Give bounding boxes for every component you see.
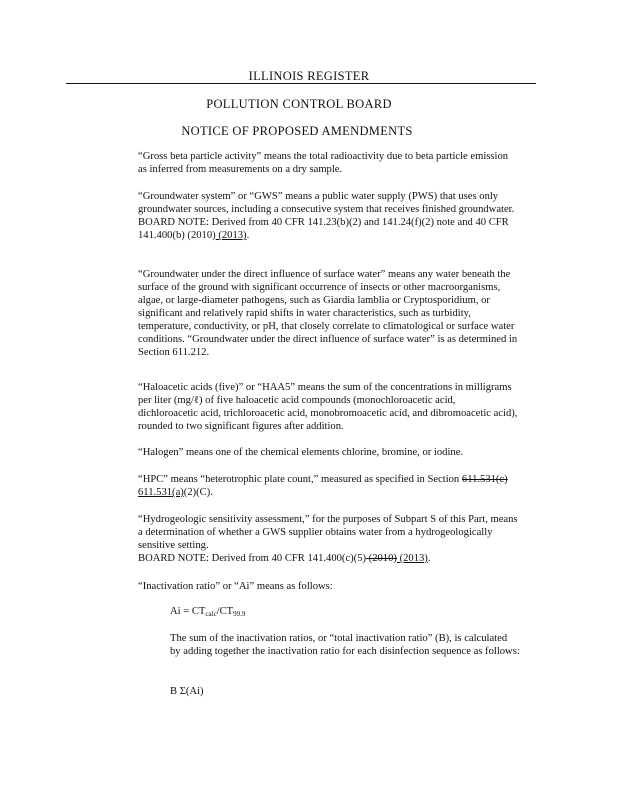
inactivation-formula: [170, 605, 520, 621]
board-title: POLLUTION CONTROL BOARD: [206, 97, 392, 111]
formula-subscript: calc: [205, 610, 217, 618]
def-gws-text: “Groundwater system” or “GWS” means a public water supply (PWS) that uses only groundwater sources, including a consecutive system that receives finished groundwater.: [138, 191, 515, 215]
def-gwudi: “Groundwater under the direct influence of surface water” means any water beneath the surface of the ground with significant occurrence of insects or other macroorganisms, algae, or large-diameter pathogens, such as Giardia lamblia or Cryptosporidium, or significant and relatively rapid shifts in water characteristics, such as turbidity, temperature, conductivity, or pH, that closely correlate to climatological or surface water conditions. “Groundwater under the direct influence of surface water” is as determined in Section 611.212.: [138, 269, 518, 358]
def-hpc-end: (2)(C).: [183, 487, 213, 498]
header-rule: [66, 83, 536, 84]
notice-title: NOTICE OF PROPOSED AMENDMENTS: [181, 124, 413, 138]
board-note-hsa: [138, 552, 518, 565]
note-period: .: [246, 230, 250, 241]
inserted-text: 611.531(a): [138, 487, 184, 498]
def-inactivation-ratio: “Inactivation ratio” or “Ai” means as follows:: [138, 581, 333, 592]
def-hpc: [138, 473, 518, 499]
formula-part: Ai = CT: [170, 606, 206, 617]
def-gross-beta: “Gross beta particle activity” means the total radioactivity due to beta particle emission as inferred from measurements on a dry sample.: [138, 151, 509, 175]
def-halogen: “Halogen” means one of the chemical elements chlorine, bromine, or iodine.: [138, 447, 464, 458]
def-hsa: [138, 513, 518, 565]
formula-subscript: 99.9: [233, 610, 246, 618]
def-groundwater-system: [138, 190, 518, 242]
deleted-text: (2010): [366, 553, 397, 564]
board-note-hsa-text: BOARD NOTE: Derived from 40 CFR 141.400(c)(5): [138, 553, 367, 564]
inserted-text: (2013): [396, 553, 428, 564]
deleted-text: 611.531(c): [461, 474, 508, 485]
formula-part: /CT: [216, 606, 234, 617]
total-inactivation-text: The sum of the inactivation ratios, or “total inactivation ratio” (B), is calculated by adding together the inactivation ratio for each disinfection sequence as follows:: [170, 633, 520, 657]
board-note-gws-text: BOARD NOTE: Derived from 40 CFR 141.23(b)(2) and 141.24(f)(2) note and 40 CFR 141.400(b) (2010): [138, 217, 509, 241]
total-inactivation-formula: B Σ(Ai): [170, 686, 204, 697]
def-hsa-text: “Hydrogeologic sensitivity assessment,” for the purposes of Subpart S of this Part, means a determination of whether a GWS supplier obtains water from a hydrogeologically sensitive setting.: [138, 514, 518, 551]
note-period: .: [427, 553, 431, 564]
def-haa5: “Haloacetic acids (five)” or “HAA5” means the sum of the concentrations in milligrams per liter (mg/ℓ) of five haloacetic acid compounds (monochloroacetic acid, dichloroacetic acid, trichloroacetic acid, monobromoacetic acid, and dibromoacetic acid), rounded to two significant figures after addition.: [138, 382, 518, 432]
def-hpc-text: “HPC” means “heterotrophic plate count,” measured as specified in Section: [138, 474, 462, 485]
inserted-text: (2013): [215, 230, 247, 241]
board-note-gws: [138, 216, 518, 242]
register-title: ILLINOIS REGISTER: [248, 69, 370, 83]
